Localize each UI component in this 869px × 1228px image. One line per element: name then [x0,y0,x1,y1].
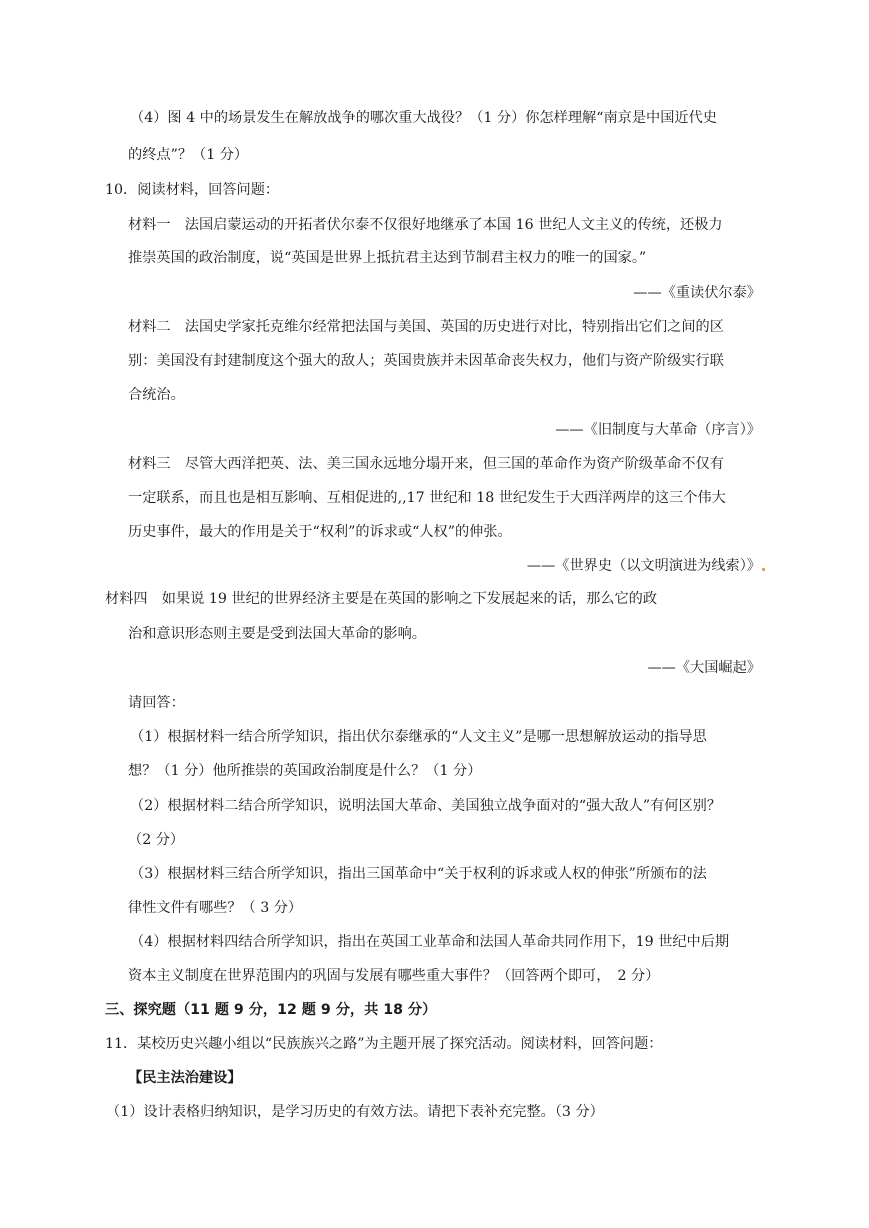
q9-part4-line2: 的终点”？（1 分） [128,147,249,163]
section-3-heading: 三、探究题（11 题 9 分，12 题 9 分，共 18 分） [105,1002,437,1018]
q10-part4-line1: （4）根据材料四结合所学知识，指出在英国工业革命和法国人革命共同作用下，19 世纪中后期 [130,934,730,950]
material-4-line2: 治和意识形态则主要是受到法国大革命的影响。 [128,626,426,642]
q11-intro: 11．某校历史兴趣小组以“民族族兴之路”为主题开展了探究活动。阅读材料，回答问题： [105,1036,663,1052]
material-3-source: ——《世界史（以文明演进为线索）》 [526,558,761,574]
material-4-source: ——《大国崛起》 [647,660,761,676]
q10-part2-line1: （2）根据材料二结合所学知识，说明法国大革命、美国独立战争面对的“强大敌人”有何区别？ [130,798,722,814]
stray-mark [762,568,765,571]
q10-part1-line2: 想？（1 分）他所推崇的英国政治制度是什么？（1 分） [128,763,482,779]
material-4-line1: 材料四 如果说 19 世纪的世界经济主要是在英国的影响之下发展起来的话，那么它的政 [105,591,658,607]
material-2-line3: 合统治。 [128,387,185,403]
q10-part4-line2: 资本主义制度在世界范围内的巩固与发展有哪些重大事件？（回答两个即可， 2 分） [128,968,660,984]
material-2-line2: 别：美国没有封建制度这个强大的敌人；英国贵族并未因革命丧失权力，他们与资产阶级实行联 [128,353,724,369]
q10-intro: 10．阅读材料，回答问题： [105,182,280,198]
material-2-line1: 材料二 法国史学家托克维尔经常把法国与美国、英国的历史进行对比，特别指出它们之间的区 [128,319,724,335]
material-3-line2: 一定联系，而且也是相互影响、互相促进的,,17 世纪和 18 世纪发生于大西洋两岸的这三个伟大 [128,490,726,506]
material-3-line3: 历史事件，最大的作用是关于“权利”的诉求或“人权”的伸张。 [128,524,512,540]
answer-prompt: 请回答： [128,695,185,711]
q10-part3-line2: 律性文件有哪些？（ 3 分） [128,900,303,916]
material-1-line2: 推崇英国的政治制度，说“英国是世界上抵抗君主达到节制君主权力的唯一的国家。” [128,250,647,266]
q11-part1: （1）设计表格归纳知识，是学习历史的有效方法。请把下表补充完整。（3 分） [106,1104,604,1120]
material-3-line1: 材料三 尽管大西洋把英、法、美三国永远地分塌开来，但三国的革命作为资产阶级革命不仅有 [128,456,724,472]
material-2-source: ——《旧制度与大革命（序言）》 [555,422,761,438]
q10-part1-line1: （1）根据材料一结合所学知识，指出伏尔泰继承的“人文主义”是哪一思想解放运动的指导思 [130,729,707,745]
q11-subheading: 【民主法治建设】 [128,1070,242,1086]
q9-part4-line1: （4）图 4 中的场景发生在解放战争的哪次重大战役？（1 分）你怎样理解“南京是中国近代史 [130,110,717,126]
material-1-source: ——《重读伏尔泰》 [633,285,761,301]
material-1-line1: 材料一 法国启蒙运动的开拓者伏尔泰不仅很好地继承了本国 16 世纪人文主义的传统，还极力 [128,217,723,233]
q10-part3-line1: （3）根据材料三结合所学知识，指出三国革命中“关于权利的诉求或人权的伸张”所颁布的法 [130,866,707,882]
q10-part2-line2: （2 分） [128,832,185,848]
